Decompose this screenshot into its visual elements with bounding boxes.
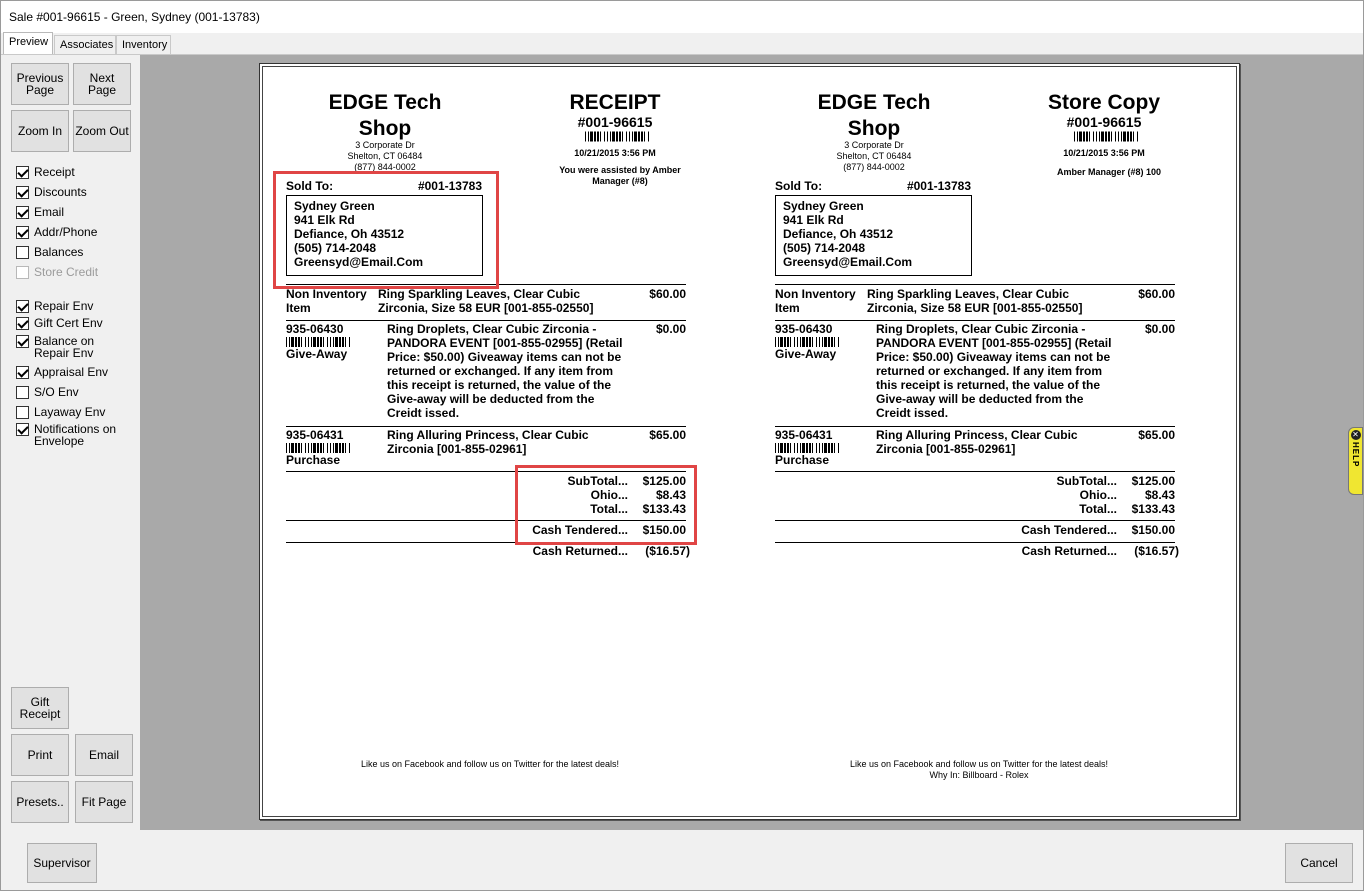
receipt-footer (789, 759, 1169, 781)
item-code: 935-06431 (286, 428, 344, 442)
option-checkbox[interactable] (16, 165, 131, 181)
checkbox-box[interactable] (16, 246, 29, 259)
customer-email: Greensyd@Email.Com (294, 255, 424, 269)
item-price: $60.00 (649, 287, 686, 301)
checkbox-label: Email (34, 205, 65, 219)
receipt-store-copy (749, 64, 1179, 804)
customer-number: #001-13783 (906, 179, 971, 193)
total-value: $125.00 (1131, 474, 1175, 488)
receipt-title: RECEIPT (569, 91, 661, 114)
customer-name: Sydney Green (294, 199, 375, 213)
total-value: $133.43 (642, 502, 686, 516)
item-description: Ring Sparkling Leaves, Clear Cubic Zirconia, Size 58 EUR [001-855-02550] (867, 287, 1083, 315)
receipt-footer (300, 759, 680, 770)
item-type: Purchase (286, 453, 341, 467)
highlight-totals (515, 465, 697, 545)
option-checkbox[interactable] (16, 334, 131, 360)
option-checkbox[interactable] (16, 316, 131, 332)
cancel-button[interactable]: Cancel (1285, 843, 1353, 883)
customer-name: Sydney Green (783, 199, 864, 213)
checkbox-label: Repair Env (34, 299, 94, 313)
option-checkbox[interactable] (16, 225, 131, 241)
item-description: Ring Sparkling Leaves, Clear Cubic Zirconia, Size 58 EUR [001-855-02550] (378, 287, 594, 315)
tab-preview[interactable]: Preview (3, 32, 53, 54)
option-checkbox[interactable] (16, 245, 131, 261)
total-label: Cash Tendered... (532, 523, 628, 537)
print-button[interactable]: Print (11, 734, 69, 776)
zoom-out-button[interactable]: Zoom Out (73, 110, 131, 152)
divider-line (775, 542, 1175, 543)
shop-city: Shelton, CT 06484 (347, 151, 423, 161)
divider-line (775, 426, 1175, 427)
gift-receipt-button[interactable]: Gift Receipt (11, 687, 69, 729)
sale-date: 10/21/2015 3:56 PM (574, 148, 656, 158)
total-value: $8.43 (655, 488, 686, 502)
zoom-in-button[interactable]: Zoom In (11, 110, 69, 152)
checkbox-box[interactable] (16, 386, 29, 399)
item-code: Non Inventory Item (286, 287, 367, 315)
footer-social: Like us on Facebook and follow us on Twitter for the latest deals! (361, 759, 619, 769)
item-price: $0.00 (1144, 322, 1175, 336)
sale-number: #001-96615 (1066, 114, 1142, 130)
previous-page-button[interactable]: Previous Page (11, 63, 69, 105)
option-checkbox[interactable] (16, 422, 131, 448)
item-description: Ring Droplets, Clear Cubic Zirconia - PANDORA EVENT [001-855-02955] (Retail Price: $50.00) Giveaway items can not be returned or exchanged. If any item from this receipt is returned, the value of the Give-away will be deducted from the Creidt issed. (876, 322, 1112, 420)
checkbox-label: Addr/Phone (34, 225, 98, 239)
shop-name: EDGE Tech Shop (817, 91, 931, 140)
customer-phone: (505) 714-2048 (294, 241, 377, 255)
associate-info: Amber Manager (#8) 100 (1056, 167, 1162, 177)
checkbox-box (16, 266, 29, 279)
sale-barcode (585, 131, 649, 142)
item-type: Give-Away (775, 347, 837, 361)
customer-box (775, 195, 972, 276)
item-barcode (775, 337, 839, 347)
divider-line (775, 520, 1175, 521)
checkbox-box[interactable] (16, 406, 29, 419)
item-description: Ring Droplets, Clear Cubic Zirconia - PANDORA EVENT [001-855-02955] (Retail Price: $50.00) Giveaway items can not be returned or exchanged. If any item from this receipt is returned, the value of the Give-away will be deducted from the Creidt issed. (387, 322, 623, 420)
customer-city: Defiance, Oh 43512 (783, 227, 894, 241)
item-code: 935-06430 (775, 322, 833, 336)
sidebar (3, 55, 139, 830)
shop-phone: (877) 844-0002 (843, 162, 905, 172)
customer-phone: (505) 714-2048 (783, 241, 866, 255)
option-checkbox[interactable] (16, 299, 131, 315)
divider-line (286, 426, 686, 427)
item-code: 935-06430 (286, 322, 344, 336)
option-checkbox[interactable] (16, 365, 131, 381)
sale-number: #001-96615 (577, 114, 653, 130)
total-label: Ohio... (590, 488, 628, 502)
total-label: SubTotal... (1056, 474, 1117, 488)
checkbox-label: Layaway Env (34, 405, 106, 419)
shop-address (300, 140, 470, 173)
checkbox-box[interactable] (16, 226, 29, 239)
footer-why-in: Why In: Billboard - Rolex (929, 770, 1029, 780)
next-page-button[interactable]: Next Page (73, 63, 131, 105)
shop-address (789, 140, 959, 173)
window-title: Sale #001-96615 - Green, Sydney (001-13783) (9, 10, 260, 24)
customer-city: Defiance, Oh 43512 (294, 227, 405, 241)
checkbox-box[interactable] (16, 366, 29, 379)
help-label: HELP (1351, 442, 1360, 468)
bottom-bar (1, 831, 1363, 890)
total-label: SubTotal... (567, 474, 628, 488)
customer-number: #001-13783 (417, 179, 482, 193)
sale-barcode (1074, 131, 1138, 142)
option-checkbox[interactable] (16, 205, 131, 221)
assisted-by: You were assisted by Amber Manager (#8) (559, 165, 681, 186)
checkbox-label: Store Credit (34, 265, 99, 279)
item-barcode (286, 443, 350, 453)
total-value: $133.43 (1131, 502, 1175, 516)
customer-street: 941 Elk Rd (783, 213, 844, 227)
customer-street: 941 Elk Rd (294, 213, 355, 227)
total-value: $150.00 (642, 523, 686, 537)
checkbox-label: S/O Env (34, 385, 79, 399)
fit-page-button[interactable]: Fit Page (75, 781, 133, 823)
help-tab[interactable] (1348, 427, 1363, 495)
shop-street: 3 Corporate Dr (844, 140, 904, 150)
footer-social: Like us on Facebook and follow us on Twitter for the latest deals! (850, 759, 1108, 769)
sold-to-row (775, 179, 971, 193)
divider-line (775, 471, 1175, 472)
tab-inventory[interactable]: Inventory (116, 35, 171, 54)
checkbox-label: Gift Cert Env (34, 316, 103, 330)
divider-line (286, 320, 686, 321)
checkbox-label: Notifications on Envelope (34, 422, 117, 448)
total-value: $125.00 (642, 474, 686, 488)
option-checkbox[interactable] (16, 185, 131, 201)
item-barcode (286, 337, 350, 347)
item-price: $65.00 (649, 428, 686, 442)
highlight-customer-box (273, 171, 499, 289)
checkbox-label: Balances (34, 245, 84, 259)
total-label: Cash Returned... (1021, 544, 1117, 558)
total-label: Ohio... (1079, 488, 1117, 502)
shop-phone: (877) 844-0002 (354, 162, 416, 172)
item-description: Ring Alluring Princess, Clear Cubic Zirconia [001-855-02961] (876, 428, 1078, 456)
store-copy-title: Store Copy (1047, 91, 1160, 114)
item-price: $60.00 (1138, 287, 1175, 301)
checkbox-box[interactable] (16, 206, 29, 219)
checkbox-box[interactable] (16, 166, 29, 179)
option-checkbox[interactable] (16, 405, 131, 421)
sale-date: 10/21/2015 3:56 PM (1063, 148, 1145, 158)
item-price: $0.00 (655, 322, 686, 336)
total-label: Total... (590, 502, 628, 516)
customer-email: Greensyd@Email.Com (783, 255, 913, 269)
total-value: $150.00 (1131, 523, 1175, 537)
sold-to-label: Sold To: (775, 179, 823, 193)
option-checkbox[interactable] (16, 385, 131, 401)
total-label: Cash Returned... (532, 544, 628, 558)
item-barcode (775, 443, 839, 453)
item-description: Ring Alluring Princess, Clear Cubic Zirconia [001-855-02961] (387, 428, 589, 456)
checkbox-box[interactable] (16, 300, 29, 313)
item-type: Give-Away (286, 347, 348, 361)
presets-button[interactable]: Presets.. (11, 781, 69, 823)
checkbox-label: Discounts (34, 185, 87, 199)
sold-to-label: Sold To: (286, 179, 334, 193)
checkbox-box[interactable] (16, 335, 29, 348)
item-code: 935-06431 (775, 428, 833, 442)
checkbox-box[interactable] (16, 317, 29, 330)
shop-street: 3 Corporate Dr (355, 140, 415, 150)
title-bar (1, 1, 1363, 33)
shop-city: Shelton, CT 06484 (836, 151, 912, 161)
total-value: ($16.57) (645, 544, 690, 558)
tab-associates[interactable]: Associates (54, 35, 116, 54)
item-type: Purchase (775, 453, 830, 467)
total-value: ($16.57) (1134, 544, 1179, 558)
option-checkbox (16, 265, 131, 281)
item-code: Non Inventory Item (775, 287, 856, 315)
total-label: Total... (1079, 502, 1117, 516)
checkbox-label: Receipt (34, 165, 75, 179)
email-button[interactable]: Email (75, 734, 133, 776)
item-price: $65.00 (1138, 428, 1175, 442)
divider-line (775, 320, 1175, 321)
divider-line (775, 284, 1175, 285)
checkbox-box[interactable] (16, 423, 29, 436)
checkbox-label: Appraisal Env (34, 365, 109, 379)
checkbox-box[interactable] (16, 186, 29, 199)
checkbox-label: Balance on Repair Env (34, 334, 95, 360)
total-label: Cash Tendered... (1021, 523, 1117, 537)
total-value: $8.43 (1144, 488, 1175, 502)
close-icon[interactable]: ✕ (1352, 430, 1359, 439)
supervisor-button[interactable]: Supervisor (27, 843, 97, 883)
shop-name: EDGE Tech Shop (328, 91, 442, 140)
